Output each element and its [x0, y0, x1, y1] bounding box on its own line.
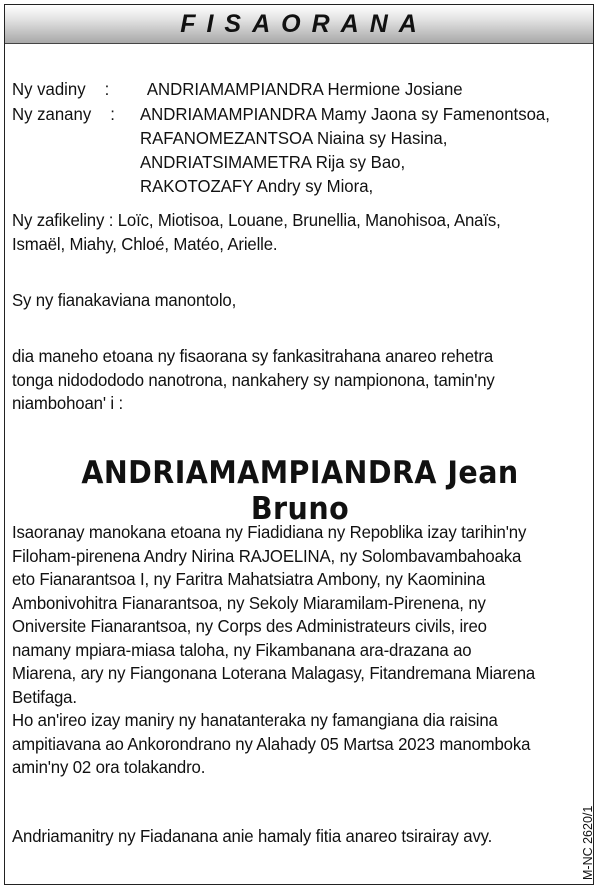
thanks-line-5: Oniversite Fianarantsoa, ny Corps des Administrateurs civils, ireo	[12, 616, 487, 636]
thanks-line-4: Ambonivohitra Fianarantsoa, ny Sekoly Miaramilam-Pirenena, ny	[12, 592, 486, 613]
service-line-1: Ho an'ireo izay maniry ny hanatanteraka ny famangiana dia raisina	[12, 710, 498, 730]
child-2: RAFANOMEZANTSOA Niaina sy Hasina,	[140, 128, 448, 148]
child-1: ANDRIAMAMPIANDRA Mamy Jaona sy Famenontsoa,	[140, 104, 550, 124]
intro-paragraph	[12, 345, 573, 416]
intro-line-3: niambohoan' i :	[12, 393, 123, 413]
thanks-line-7: Miarena, ary ny Fiangonana Loterana Malagasy, Fitandremana Miarena	[12, 663, 536, 683]
family-whole-line: Sy ny fianakaviana manontolo,	[12, 290, 237, 310]
thanks-line-1: Isaoranay manokana etoana ny Fiadidiana ny Repoblika izay tarihin'ny	[12, 522, 527, 542]
notice-header	[5, 5, 593, 44]
children-label: Ny zanany	[12, 104, 92, 124]
thanks-line-2: Filoham-pirenena Andry Nirina RAJOELINA, ny Solombavambahoaka	[12, 545, 522, 566]
service-paragraph	[12, 709, 573, 780]
intro-line-1: dia maneho etoana ny fisaorana sy fankasitrahana anareo rehetra	[12, 346, 494, 366]
child-3: ANDRIATSIMAMETRA Rija sy Bao,	[140, 152, 406, 172]
thanks-paragraph	[12, 521, 573, 709]
spouse-sep: :	[104, 79, 110, 99]
notice-title: FISAORANA	[180, 9, 428, 38]
child-4: RAKOTOZAFY Andry sy Miora,	[140, 176, 374, 196]
service-line-3: amin'ny 02 ora tolakandro.	[12, 757, 206, 777]
service-line-2: ampitiavana ao Ankorondrano ny Alahady 05 Martsa 2023 manomboka	[12, 733, 531, 754]
reference-code: M-NC 2620/1	[581, 805, 595, 880]
closing-line: Andriamanitry ny Fiadanana anie hamaly fitia anareo tsirairay avy.	[12, 826, 493, 846]
spouse-label: Ny vadiny	[12, 79, 86, 99]
thanks-line-3: eto Fianarantsoa I, ny Faritra Mahatsiatra Ambony, ny Kaominina	[12, 569, 486, 589]
family-whole	[12, 289, 573, 313]
notice-frame	[4, 4, 594, 885]
grandchildren-line-2: Ismaël, Miahy, Chloé, Matéo, Arielle.	[12, 233, 278, 254]
grandchildren-line-1: Ny zafikeliny : Loïc, Miotisoa, Louane, Brunellia, Manohisoa, Anaïs,	[12, 210, 501, 230]
intro-line-2: tonga nidodododo nanotrona, nankahery sy nampionona, tamin'ny	[12, 369, 495, 390]
thanks-line-8: Betifaga.	[12, 686, 77, 707]
spouse-row	[12, 79, 463, 100]
spouse-name: ANDRIAMAMPIANDRA Hermione Josiane	[146, 79, 463, 99]
closing-paragraph	[12, 825, 573, 849]
grandchildren	[12, 209, 573, 256]
thanks-line-6: namany mpiara-miasa taloha, ny Fikambanana ara-drazana ao	[12, 639, 472, 660]
deceased-name: ANDRIAMAMPIANDRA Jean Bruno	[81, 455, 519, 527]
children-sep: :	[110, 104, 115, 124]
children-row	[12, 104, 115, 125]
